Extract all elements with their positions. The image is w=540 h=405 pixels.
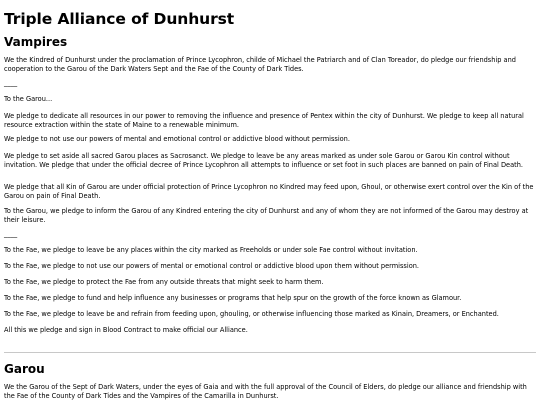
garou-intro: We the Garou of the Sept of Dark Waters, under the eyes of Gaia and with the full approval of the Council of Elders, do pledge our alliance and friendship with the Fae of the County of Dark Tides and the Vampires of the Camarilla in Dunhurst. [4, 383, 527, 400]
separator: ____ [4, 79, 18, 87]
page-title: Triple Alliance of Dunhurst [4, 10, 235, 28]
fae-pledge: To the Fae, we pledge to fund and help influence any businesses or programs that help spur on the growth of the force known as Glamour. [4, 294, 462, 302]
section-heading-vampires: Vampires [4, 35, 68, 49]
fae-pledge: To the Fae, we pledge to protect the Fae from any outside threats that might seek to harm them. [4, 278, 324, 286]
garou-pledge: We pledge that all Kin of Garou are under official protection of Prince Lycophron no Kindred may feed upon, Ghoul, or otherwise exert control over the Kin of the Garou on pain of Final Death. [4, 183, 534, 200]
garou-pledge: We pledge to not use our powers of mental and emotional control or addictive blood without permission. [4, 135, 350, 143]
fae-pledge: To the Fae, we pledge to leave be and refrain from feeding upon, ghouling, or otherwise influencing those marked as Kinain, Dreamers, or Enchanted. [4, 310, 499, 318]
vampires-intro: We the Kindred of Dunhurst under the proclamation of Prince Lycophron, childe of Michael the Patriarch and of Clan Toreador, do pledge our friendship and cooperation to the Garou of the Dark Waters Sept and the Fae of the County of Dark Tides. [4, 56, 516, 73]
fae-pledge: To the Fae, we pledge to leave be any places within the city marked as Freeholds or under sole Fae control without invitation. [4, 246, 418, 254]
separator: ____ [4, 230, 18, 238]
closing-statement: All this we pledge and sign in Blood Contract to make official our Alliance. [4, 326, 248, 334]
garou-pledge: We pledge to set aside all sacred Garou places as Sacrosanct. We pledge to leave be any areas marked as under sole Garou or Garou Kin control without invitation. We pledge that under the official decree of Prince Lycophron all attempts to influence or set foot in such places are banned on pain of Final Death. [4, 152, 523, 169]
garou-pledge: We pledge to dedicate all resources in our power to removing the influence and presence of Pentex within the city of Dunhurst. We pledge to keep all natural resource extraction within the state of Maine to a renewable minimum. [4, 112, 524, 129]
section-heading-garou: Garou [4, 362, 45, 376]
garou-pledge: To the Garou, we pledge to inform the Garou of any Kindred entering the city of Dunhurst and any of whom they are not informed of the Garou may destroy at their leisure. [4, 207, 529, 224]
section-divider [4, 352, 536, 353]
to-the-garou: To the Garou... [4, 95, 53, 103]
fae-pledge: To the Fae, we pledge to not use our powers of mental or emotional control or addictive blood upon them without permission. [4, 262, 420, 270]
